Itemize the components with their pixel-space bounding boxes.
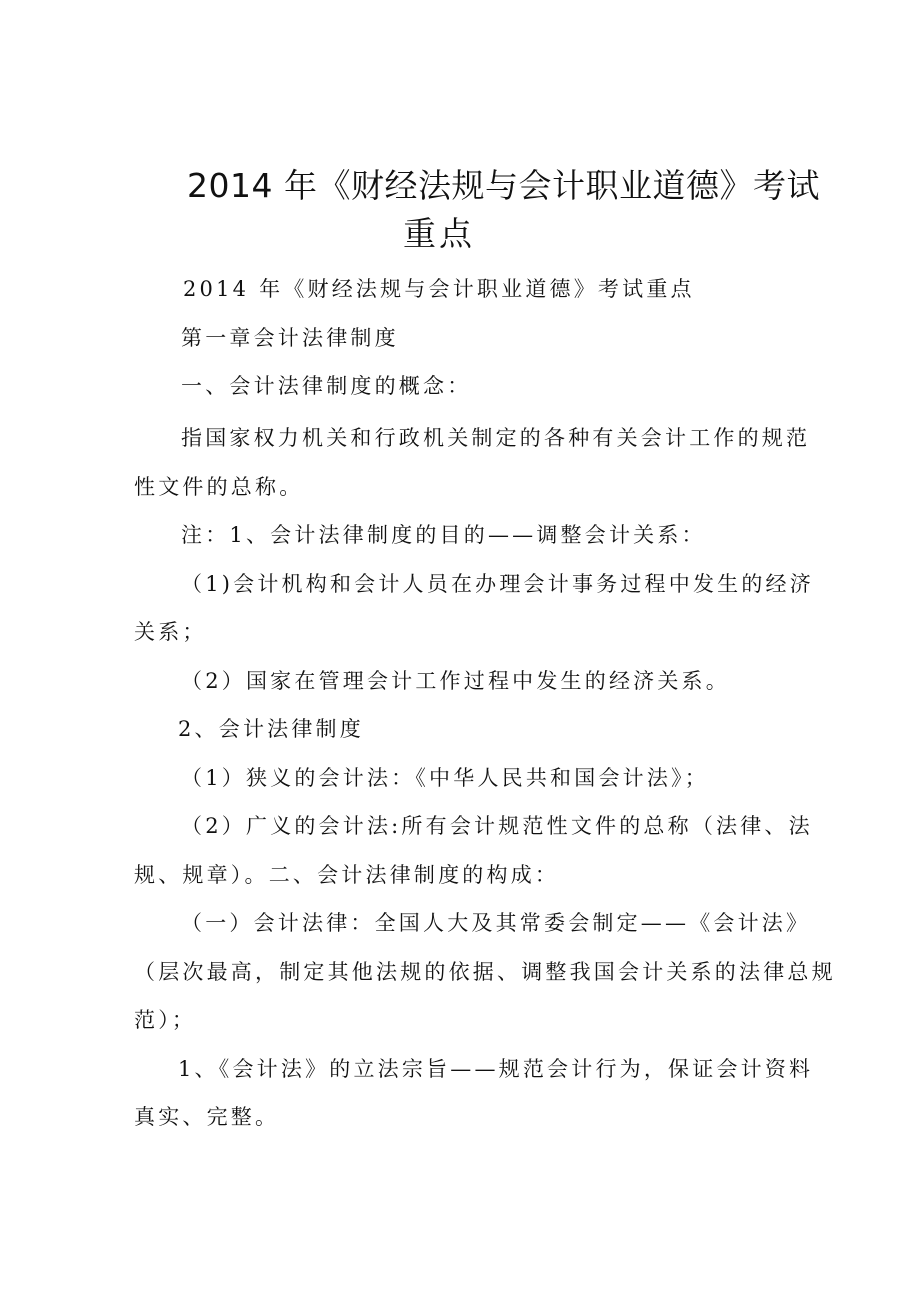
paragraph-line: 性文件的总称。 — [134, 475, 304, 499]
paragraph-line: 指国家权力机关和行政机关制定的各种有关会计工作的规范 — [181, 426, 811, 450]
paragraph-line: （一）会计法律：全国人大及其常委会制定——《会计法》 — [181, 911, 811, 935]
document-title-line-1: 2014 年《财经法规与会计职业道德》考试 — [187, 166, 820, 205]
paragraph-line: 关系； — [134, 620, 207, 644]
section-heading: 一、会计法律制度的概念： — [181, 374, 472, 398]
paragraph-line: （层次最高，制定其他法规的依据、调整我国会计关系的法律总规 — [134, 960, 836, 984]
paragraph-line: （2）国家在管理会计工作过程中发生的经济关系。 — [181, 669, 730, 693]
subtitle-line: 2014 年《财经法规与会计职业道德》考试重点 — [183, 277, 695, 301]
paragraph-line: 规、规章）。二、会计法律制度的构成： — [134, 863, 560, 887]
paragraph-line: 2、会计法律制度 — [178, 717, 364, 741]
paragraph-line: （1)会计机构和会计人员在办理会计事务过程中发生的经济 — [181, 572, 814, 596]
chapter-heading: 第一章会计法律制度 — [181, 326, 399, 350]
paragraph-line: 注：1、会计法律制度的目的——调整会计关系： — [181, 523, 706, 547]
paragraph-line: （1）狭义的会计法：《中华人民共和国会计法》； — [181, 766, 709, 790]
paragraph-line: 真实、完整。 — [134, 1105, 280, 1129]
document-title-line-2: 重点 — [403, 214, 475, 253]
paragraph-line: （2）广义的会计法:所有会计规范性文件的总称（法律、法 — [181, 814, 813, 838]
paragraph-line: 范）； — [134, 1008, 197, 1032]
paragraph-line: 1、《会计法》的立法宗旨——规范会计行为，保证会计资料 — [178, 1057, 814, 1081]
